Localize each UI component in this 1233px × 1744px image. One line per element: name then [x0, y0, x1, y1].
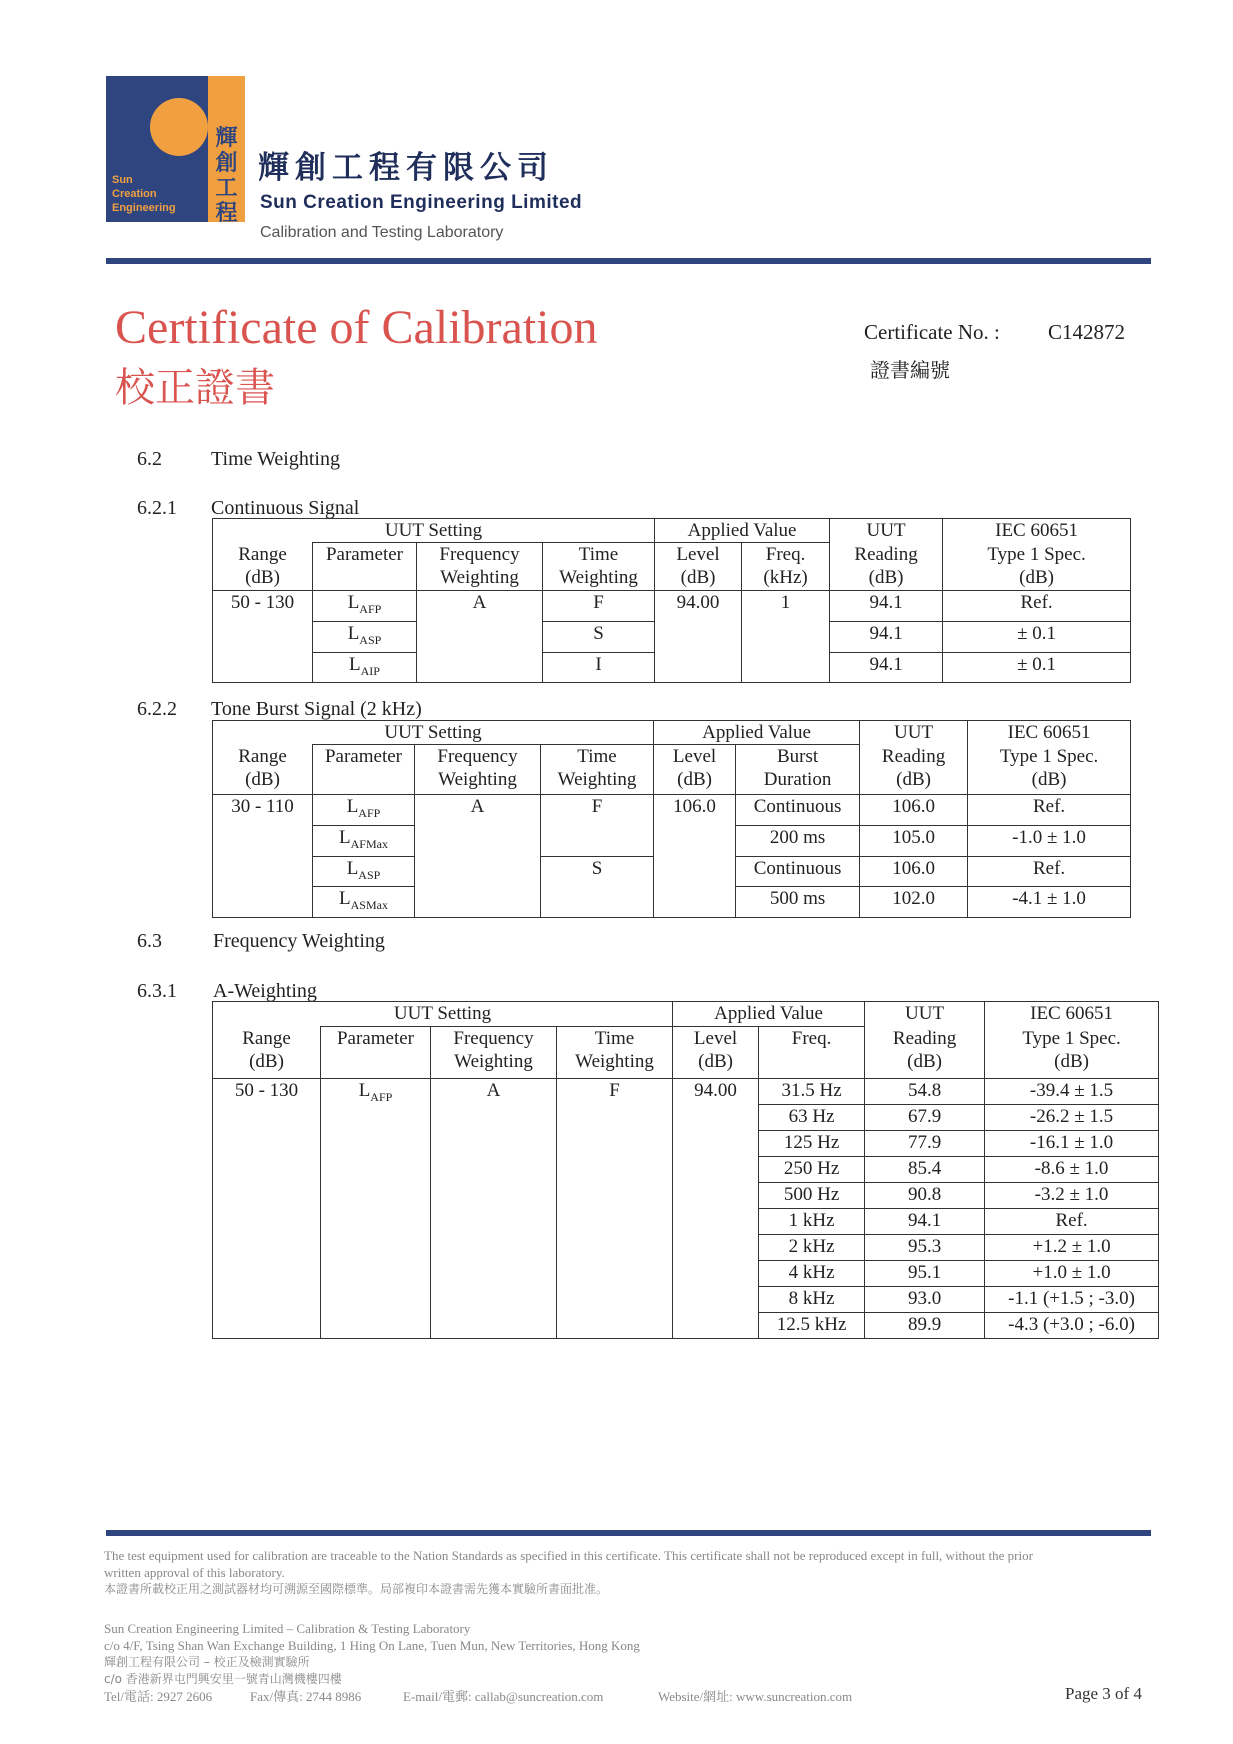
header-time-weighting: [541, 745, 654, 795]
param-subscript: AFP: [358, 805, 381, 820]
parameter-cell: [313, 795, 415, 826]
reading-cell: 94.1: [865, 1209, 985, 1235]
header-reading-label: Reading: [854, 543, 918, 565]
logo-cn-text: [210, 126, 243, 222]
freq-cell: 4 kHz: [759, 1261, 865, 1287]
range-cell: 50 - 130: [213, 591, 313, 683]
header-spec-unit: (dB): [1019, 566, 1054, 588]
address-line-cn: 輝創工程有限公司 – 校正及檢測實驗所: [104, 1655, 310, 1669]
param-subscript: AFP: [359, 601, 382, 616]
time-weighting-cell: S: [541, 856, 654, 918]
certificate-title-en: Certificate of Calibration: [115, 301, 598, 354]
header-uut-setting: UUT Setting: [213, 1002, 673, 1027]
range-cell: 50 - 130: [213, 1079, 321, 1339]
disclaimer-line: written approval of this laboratory.: [104, 1565, 285, 1580]
parameter-cell: [321, 1079, 431, 1339]
range-cell: 30 - 110: [213, 795, 313, 918]
address-line: Sun Creation Engineering Limited – Calibration & Testing Laboratory: [104, 1621, 471, 1636]
company-logo: [106, 76, 245, 222]
time-weighting-cell: I: [543, 652, 655, 683]
time-weighting-cell: F: [557, 1079, 673, 1339]
logo-en-line: Sun: [112, 174, 133, 186]
reading-cell: 89.9: [865, 1313, 985, 1339]
page-number: Page 3 of 4: [1065, 1684, 1142, 1703]
header-level-unit: (dB): [680, 567, 716, 588]
header-tw-line1: Time: [594, 1028, 635, 1049]
parameter-cell: [313, 652, 417, 683]
time-weighting-cell: F: [541, 795, 654, 857]
header-iec: IEC 60651: [943, 519, 1131, 543]
section-title: Frequency Weighting: [213, 930, 385, 952]
spec-cell: Ref.: [968, 856, 1131, 887]
freq-cell: 63 Hz: [759, 1105, 865, 1131]
time-weighting-cell: F: [543, 591, 655, 622]
disclaimer-line: The test equipment used for calibration are traceable to the Nation Standards as specified in this certificate. This certificate shall not be reproduced except in full, without the prior: [104, 1548, 1033, 1563]
parameter-cell: [313, 856, 415, 887]
certificate-title-cn: 校正證書: [115, 365, 275, 411]
section-title: Continuous Signal: [211, 497, 360, 519]
header-applied-value: Applied Value: [655, 519, 830, 543]
freq-cell: 2 kHz: [759, 1235, 865, 1261]
header-frequency-weighting: [431, 1027, 557, 1079]
section-title: Time Weighting: [211, 448, 340, 470]
header-range-unit: (dB): [249, 1050, 284, 1072]
param-symbol: L: [347, 622, 360, 644]
burst-cell: 500 ms: [736, 887, 860, 918]
reading-cell: 105.0: [860, 825, 968, 856]
lab-name: Calibration and Testing Laboratory: [260, 224, 504, 241]
reading-cell: 90.8: [865, 1183, 985, 1209]
header-range: [213, 1027, 321, 1079]
freq-cell: 1 kHz: [759, 1209, 865, 1235]
header-parameter: Parameter: [313, 745, 415, 795]
header-reading: [860, 745, 968, 795]
logo-en-line: Engineering: [112, 202, 176, 214]
reading-cell: 85.4: [865, 1157, 985, 1183]
header-level-label: Level: [693, 1028, 738, 1049]
header-fw-line1: Frequency: [437, 746, 518, 767]
address-line-cn: c/o 香港新界屯門興安里一號青山灣機樓四樓: [104, 1672, 342, 1686]
param-subscript: AIP: [360, 663, 380, 678]
reading-cell: 102.0: [860, 887, 968, 918]
company-name-en: Sun Creation Engineering Limited: [260, 192, 583, 213]
header-spec-unit: (dB): [1031, 768, 1067, 790]
header-level-label: Level: [672, 746, 717, 767]
param-symbol: L: [347, 592, 360, 613]
burst-cell: Continuous: [736, 856, 860, 887]
level-cell: 94.00: [655, 591, 742, 683]
header-tw-line2: Weighting: [557, 769, 637, 790]
spec-cell: -3.2 ± 1.0: [985, 1183, 1159, 1209]
spec-cell: -4.3 (+3.0 ; -6.0): [985, 1313, 1159, 1339]
param-subscript: ASP: [358, 867, 381, 882]
param-symbol: L: [349, 653, 361, 675]
spec-cell: +1.2 ± 1.0: [985, 1235, 1159, 1261]
freq-cell: 31.5 Hz: [759, 1079, 865, 1105]
header-fw-line2: Weighting: [454, 1051, 533, 1072]
certificate-number-label-cn: 證書編號: [870, 358, 950, 382]
header-spec-label: Type 1 Spec.: [1022, 1027, 1121, 1049]
header-uut: UUT: [830, 519, 943, 543]
reading-cell: 95.3: [865, 1235, 985, 1261]
freq-cell: 1: [742, 591, 830, 683]
reading-cell: 94.1: [830, 621, 943, 652]
parameter-cell: [313, 591, 417, 622]
header-tw-line2: Weighting: [559, 567, 638, 588]
spec-cell: Ref.: [985, 1209, 1159, 1235]
spec-cell: -8.6 ± 1.0: [985, 1157, 1159, 1183]
header-iec: IEC 60651: [968, 721, 1131, 745]
header-burst-duration: [736, 745, 860, 795]
header-level-label: Level: [676, 544, 720, 565]
header-divider: [106, 258, 1151, 264]
logo-en-line: Creation: [112, 188, 157, 200]
header-reading-unit: (dB): [868, 566, 904, 588]
header-spec: [968, 745, 1131, 795]
spec-cell: -39.4 ± 1.5: [985, 1079, 1159, 1105]
disclaimer-line-cn: 本證書所載校正用之測試器材均可溯源至國際標準。局部複印本證書需先獲本實驗所書面批准。: [104, 1582, 609, 1596]
header-parameter: Parameter: [321, 1027, 431, 1079]
header-level-unit: (dB): [677, 769, 712, 790]
header-spec: [943, 543, 1131, 591]
header-tw-line1: Time: [578, 544, 619, 565]
section-number: 6.3: [137, 930, 162, 952]
spec-cell: -16.1 ± 1.0: [985, 1131, 1159, 1157]
header-freq-label: Freq.: [765, 544, 806, 565]
frequency-weighting-cell: A: [431, 1079, 557, 1339]
param-subscript: ASP: [359, 632, 382, 647]
freq-cell: 500 Hz: [759, 1183, 865, 1209]
section-number: 6.3.1: [137, 980, 177, 1002]
spec-cell: -4.1 ± 1.0: [968, 887, 1131, 918]
header-level: [655, 543, 742, 591]
param-symbol: L: [346, 796, 359, 817]
header-uut-setting: UUT Setting: [213, 721, 654, 745]
header-reading-label: Reading: [892, 1027, 957, 1049]
header-frequency-weighting: [417, 543, 543, 591]
footer-fax: Fax/傳真: 2744 8986: [250, 1689, 362, 1704]
spec-cell: -26.2 ± 1.5: [985, 1105, 1159, 1131]
logo-cn-char: 程: [215, 201, 238, 222]
company-name-cn: 輝創工程有限公司: [258, 150, 554, 186]
logo-en-text: [112, 173, 208, 215]
spec-cell: +1.0 ± 1.0: [985, 1261, 1159, 1287]
param-subscript: AFMax: [350, 836, 388, 851]
header-range: [213, 745, 313, 795]
tone-burst-table: [212, 720, 1131, 918]
header-freq-unit: (kHz): [763, 567, 808, 588]
spec-cell: -1.1 (+1.5 ; -3.0): [985, 1287, 1159, 1313]
reading-cell: 106.0: [860, 856, 968, 887]
header-range-unit: (dB): [245, 566, 280, 588]
spec-cell: -1.0 ± 1.0: [968, 825, 1131, 856]
frequency-weighting-cell: A: [415, 795, 541, 918]
section-number: 6.2.1: [137, 497, 177, 519]
freq-cell: 250 Hz: [759, 1157, 865, 1183]
header-level-unit: (dB): [698, 1051, 733, 1072]
header-tw-line2: Weighting: [575, 1051, 654, 1072]
freq-cell: 8 kHz: [759, 1287, 865, 1313]
header-tw-line1: Time: [577, 746, 617, 767]
parameter-cell: [313, 825, 415, 856]
continuous-signal-table: [212, 518, 1131, 683]
footer-tel: Tel/電話: 2927 2606: [104, 1689, 213, 1704]
footer-email: E-mail/電郵: callab@suncreation.com: [403, 1689, 604, 1704]
header-uut-setting: UUT Setting: [213, 519, 655, 543]
header-spec-unit: (dB): [1054, 1050, 1089, 1072]
header-uut: UUT: [860, 721, 968, 745]
address-line: c/o 4/F, Tsing Shan Wan Exchange Building, 1 Hing On Lane, Tuen Mun, New Territories, Hong Kong: [104, 1638, 640, 1653]
reading-cell: 94.1: [830, 591, 943, 622]
header-fw-line2: Weighting: [440, 567, 519, 588]
param-symbol: L: [339, 826, 351, 848]
time-weighting-cell: S: [543, 621, 655, 652]
header-spec-label: Type 1 Spec.: [999, 745, 1099, 767]
header-range-label: Range: [238, 745, 287, 767]
header-range-label: Range: [242, 1027, 291, 1049]
header-uut: UUT: [865, 1002, 985, 1027]
level-cell: 94.00: [673, 1079, 759, 1339]
header-frequency-weighting: [415, 745, 541, 795]
section-title: A-Weighting: [213, 980, 317, 1002]
header-range-label: Range: [238, 543, 287, 565]
header-reading: [830, 543, 943, 591]
header-fw-line1: Frequency: [439, 544, 520, 565]
section-number: 6.2: [137, 448, 162, 470]
header-parameter: Parameter: [313, 543, 417, 591]
param-symbol: L: [339, 888, 351, 910]
freq-cell: 12.5 kHz: [759, 1313, 865, 1339]
reading-cell: 93.0: [865, 1287, 985, 1313]
level-cell: 106.0: [654, 795, 736, 918]
reading-cell: 77.9: [865, 1131, 985, 1157]
logo-cn-char: 創: [215, 151, 238, 176]
burst-cell: 200 ms: [736, 825, 860, 856]
param-symbol: L: [346, 857, 359, 879]
header-freq: [742, 543, 830, 591]
burst-cell: Continuous: [736, 795, 860, 826]
logo-cn-char: 輝: [215, 126, 238, 151]
spec-cell: Ref.: [943, 591, 1131, 622]
param-subscript: ASMax: [350, 898, 388, 913]
footer-divider: [106, 1530, 1151, 1536]
header-fw-line1: Frequency: [453, 1028, 534, 1049]
header-burst-line1: Burst: [776, 746, 819, 767]
reading-cell: 67.9: [865, 1105, 985, 1131]
certificate-number-label: Certificate No. :: [864, 320, 1000, 344]
header-freq: Freq.: [759, 1027, 865, 1079]
header-applied-value: Applied Value: [654, 721, 860, 745]
header-time-weighting: [543, 543, 655, 591]
header-reading-label: Reading: [881, 745, 946, 767]
reading-cell: 95.1: [865, 1261, 985, 1287]
footer-disclaimer: [104, 1547, 1154, 1598]
frequency-weighting-cell: A: [417, 591, 543, 683]
header-iec: IEC 60651: [985, 1002, 1159, 1027]
header-level: [673, 1027, 759, 1079]
header-reading-unit: (dB): [907, 1050, 942, 1072]
parameter-cell: [313, 887, 415, 918]
header-time-weighting: [557, 1027, 673, 1079]
a-weighting-table: [212, 1001, 1159, 1339]
header-level: [654, 745, 736, 795]
footer-website: Website/網址: www.suncreation.com: [658, 1689, 853, 1704]
header-spec: [985, 1027, 1159, 1079]
section-number: 6.2.2: [137, 698, 177, 720]
section-title: Tone Burst Signal (2 kHz): [211, 698, 422, 720]
spec-cell: ± 0.1: [943, 652, 1131, 683]
header-fw-line2: Weighting: [438, 769, 517, 790]
reading-cell: 54.8: [865, 1079, 985, 1105]
header-reading-unit: (dB): [896, 768, 931, 790]
header-burst-line2: Duration: [763, 769, 832, 790]
reading-cell: 94.1: [830, 652, 943, 683]
logo-cn-char: 工: [215, 176, 238, 201]
param-symbol: L: [358, 1080, 371, 1101]
certificate-number: C142872: [1048, 320, 1126, 344]
param-subscript: AFP: [370, 1089, 393, 1104]
parameter-cell: [313, 621, 417, 652]
header-range-unit: (dB): [245, 768, 280, 790]
freq-cell: 125 Hz: [759, 1131, 865, 1157]
spec-cell: ± 0.1: [943, 621, 1131, 652]
spec-cell: Ref.: [968, 795, 1131, 826]
header-applied-value: Applied Value: [673, 1002, 865, 1027]
reading-cell: 106.0: [860, 795, 968, 826]
sun-icon: [150, 98, 208, 156]
header-reading: [865, 1027, 985, 1079]
header-range: [213, 543, 313, 591]
header-spec-label: Type 1 Spec.: [987, 543, 1086, 565]
footer-address: [104, 1620, 1004, 1688]
